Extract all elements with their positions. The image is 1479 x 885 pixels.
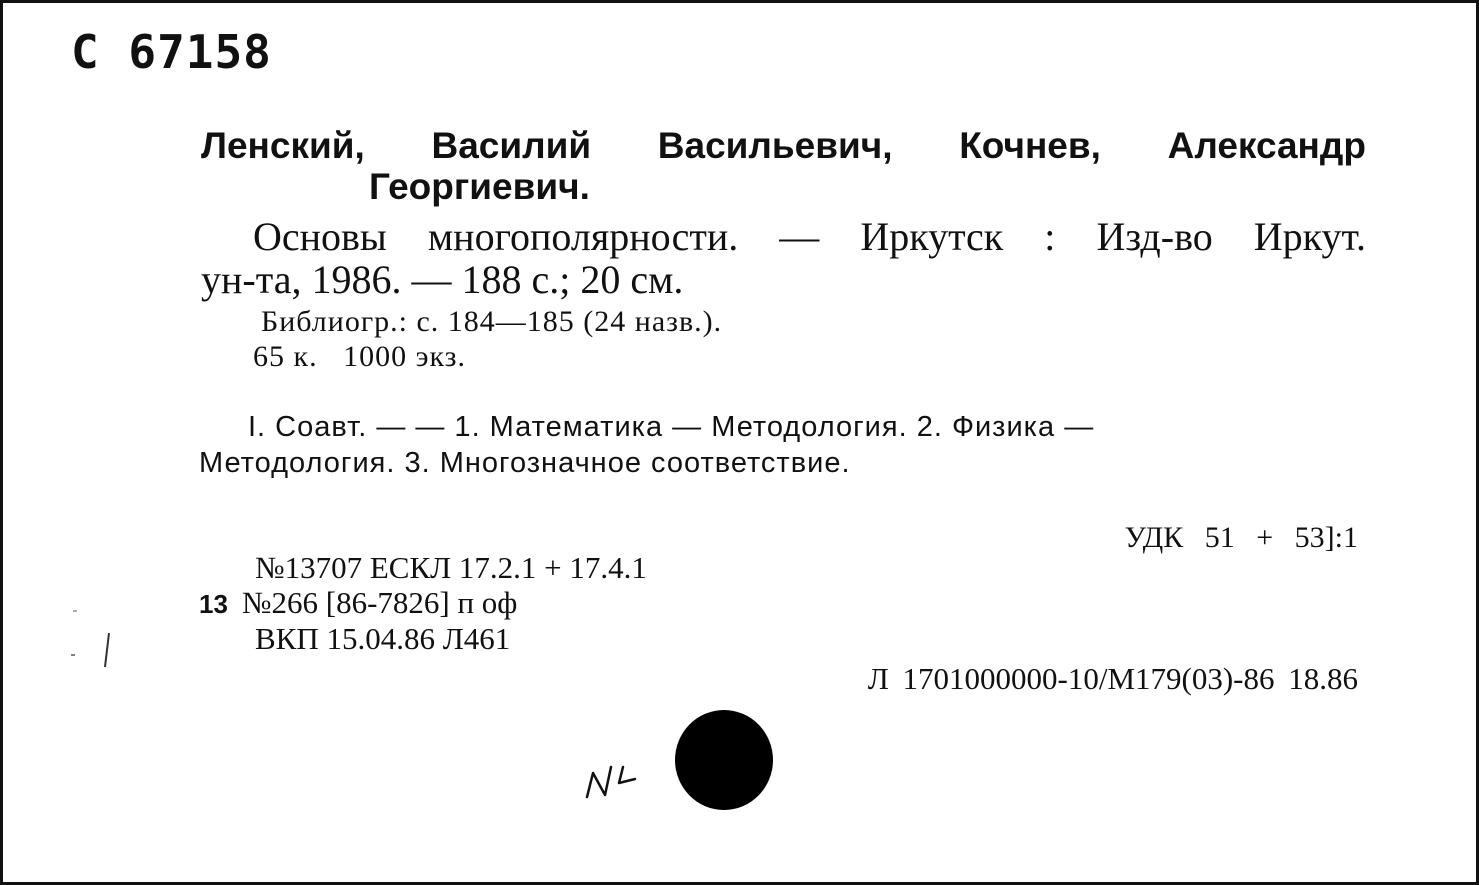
- title-word: Иркут.: [1253, 214, 1366, 259]
- author-word: Кочнев,: [959, 125, 1101, 166]
- author-word: Александр: [1167, 125, 1366, 166]
- subjects-line-1: I. Соавт. — — 1. Математика — Методология. 2. Физика —: [248, 411, 1095, 443]
- authors-line-2: Георгиевич.: [369, 166, 590, 207]
- registration-number: 13: [199, 589, 228, 619]
- title-line-2: ун-та, 1986. — 188 с.; 20 см.: [201, 257, 684, 302]
- handwritten-mark-icon: [583, 753, 653, 803]
- udk-classification: УДК 51 + 53]:1: [1124, 521, 1358, 554]
- call-number: С 67158: [71, 25, 272, 79]
- price-and-print-run: 65 к. 1000 экз.: [253, 340, 466, 373]
- author-word: Ленский,: [201, 125, 365, 166]
- title-word: Иркутск: [860, 214, 1004, 259]
- title-word: многополярности.: [427, 214, 739, 259]
- title-word: Изд-во: [1096, 214, 1213, 259]
- registration-line-3: ВКП 15.04.86 Л461: [255, 621, 511, 656]
- authors-line-1: [201, 125, 1366, 167]
- bibliography-note: Библиогр.: с. 184—185 (24 назв.).: [261, 305, 723, 338]
- author-word: Василий: [431, 125, 592, 166]
- author-word: Васильевич,: [657, 125, 893, 166]
- title-word: :: [1044, 214, 1056, 259]
- registration-line-2: [199, 585, 517, 621]
- subjects-line-2: Методология. 3. Многозначное соответствие.: [199, 447, 851, 479]
- title-word: Основы: [253, 214, 387, 259]
- registration-line-1: №13707 ЕСКЛ 17.2.1 + 17.4.1: [255, 550, 647, 585]
- publication-code: Л 1701000000-10/М179(03)-86 18.86: [867, 661, 1358, 696]
- registration-line-2-text: №266 [86-7826] п оф: [241, 585, 518, 620]
- handwritten-mark: [583, 753, 653, 808]
- punch-hole: [675, 710, 773, 810]
- speck-marks-icon: [63, 603, 123, 683]
- title-line-1: [253, 213, 1366, 260]
- scan-specks: [63, 603, 123, 688]
- title-word: —: [779, 214, 820, 259]
